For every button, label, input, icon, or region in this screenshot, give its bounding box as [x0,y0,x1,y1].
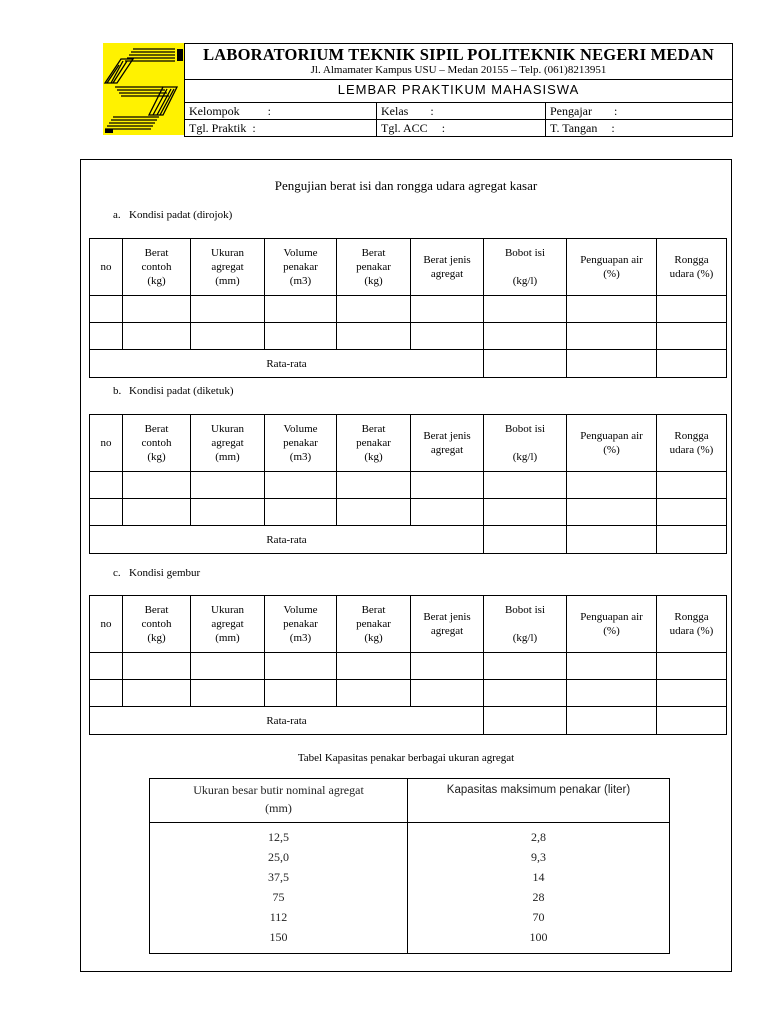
column-header-berat_jenis [411,415,484,472]
column-header-line: Berat jenis [423,430,471,442]
data-cell[interactable] [657,680,727,707]
field-tanda-tangan [546,120,733,137]
column-header-ukuran_agregat [191,596,265,653]
data-cell[interactable] [123,296,191,323]
data-cell[interactable] [337,653,411,680]
data-cell[interactable] [484,499,567,526]
capacity-value-cell: 28 [408,887,670,907]
column-header-line: Volume [283,423,318,435]
capacity-row [150,867,670,887]
lab-title: LABORATORIUM TEKNIK SIPIL POLITEKNIK NEGERI MEDAN [203,45,714,64]
capacity-value-cell: 14 [408,867,670,887]
column-header-line: penakar [356,261,391,273]
data-cell[interactable] [484,296,567,323]
column-header-line: Bobot isi [504,423,546,435]
column-header-line: Ukuran [211,423,244,435]
data-cell[interactable] [484,323,567,350]
column-header-line: Berat jenis [423,254,471,266]
field-colon: : [430,104,434,118]
table-row [90,472,727,499]
data-table-b [89,414,727,554]
data-cell[interactable] [567,323,657,350]
data-cell[interactable] [411,296,484,323]
data-table-c [89,595,727,735]
data-cell[interactable] [123,472,191,499]
column-header-line: agregat [211,261,244,273]
capacity-size-cell: 25,0 [150,847,408,867]
column-header-line: agregat [430,268,464,280]
column-header-berat_contoh [123,415,191,472]
column-header-line: (m3) [289,632,312,644]
data-cell[interactable] [567,653,657,680]
data-cell[interactable] [567,472,657,499]
column-header-line: penakar [283,618,318,630]
field-tgl-acc [377,120,546,137]
header-title-cell [185,44,733,103]
column-header-line: Berat jenis [423,611,471,623]
column-header-line: penakar [283,261,318,273]
data-cell[interactable] [90,680,123,707]
data-cell[interactable] [657,653,727,680]
field-label: Kelas [381,104,409,118]
table-row [90,323,727,350]
field-kelas [377,103,546,120]
capacity-size-cell: 37,5 [150,867,408,887]
column-header-berat_contoh [123,596,191,653]
data-cell[interactable] [265,296,337,323]
capacity-value-cell: 100 [408,927,670,954]
data-cell[interactable] [191,323,265,350]
column-header-line: udara (%) [669,444,714,456]
data-cell[interactable] [484,472,567,499]
field-label: Pengajar [550,104,592,118]
column-header-berat_penakar [337,415,411,472]
data-cell[interactable] [123,680,191,707]
column-header-line: Ukuran [211,247,244,259]
column-header-no: no [90,596,123,653]
field-colon: : [613,104,618,118]
data-cell[interactable] [123,499,191,526]
field-tgl-praktik [185,120,377,137]
column-header-penguapan_air [567,239,657,296]
average-label: Rata-rata [90,526,484,554]
data-cell[interactable] [265,323,337,350]
column-header-line: Berat [144,247,169,259]
column-header-penguapan_air [567,415,657,472]
worksheet-frame [80,159,732,972]
table-row [90,296,727,323]
column-header-line: (%) [603,268,620,280]
column-header-line: (kg) [147,275,166,287]
column-header-line: udara (%) [669,625,714,637]
capacity-header-capacity: Kapasitas maksimum penakar (liter) [408,779,670,823]
capacity-row [150,847,670,867]
section-label-b [113,385,233,397]
capacity-header-size [150,779,408,823]
field-colon: : [267,104,272,118]
column-header-bobot_isi [484,596,567,653]
column-header-line: Volume [283,247,318,259]
field-kelompok [185,103,377,120]
column-header-line: (kg/l) [512,275,538,287]
capacity-size-cell: 12,5 [150,823,408,848]
data-cell[interactable] [484,653,567,680]
data-cell[interactable] [265,499,337,526]
column-header-volume_penakar [265,239,337,296]
data-cell[interactable] [337,323,411,350]
data-cell[interactable] [657,499,727,526]
data-cell[interactable] [265,653,337,680]
table-row [90,499,727,526]
average-row [90,707,727,735]
column-header-line: Berat [361,604,386,616]
field-colon: : [611,121,615,135]
average-label: Rata-rata [90,707,484,735]
column-header-line: (kg) [147,632,166,644]
column-header-line: (%) [603,625,620,637]
data-cell[interactable] [567,680,657,707]
capacity-size-cell: 75 [150,887,408,907]
capacity-header-size-line1: Ukuran besar butir nominal agregat [193,783,364,797]
column-header-line: Berat [144,604,169,616]
column-header-line: (%) [603,444,620,456]
column-header-line: agregat [430,625,464,637]
average-label: Rata-rata [90,350,484,378]
average-cell-bobot-isi[interactable] [484,526,567,554]
data-cell[interactable] [337,680,411,707]
column-header-line: Rongga [674,254,709,266]
data-cell[interactable] [411,499,484,526]
data-cell[interactable] [567,499,657,526]
section-letter: c. [113,567,121,579]
column-header-berat_penakar [337,596,411,653]
column-header-line: (mm) [215,451,240,463]
average-cell-penguapan[interactable] [567,707,657,735]
field-label: T. Tangan [550,121,598,135]
data-cell[interactable] [657,323,727,350]
header-table [184,43,733,137]
data-cell[interactable] [657,472,727,499]
column-header-line: (mm) [215,275,240,287]
average-cell-penguapan[interactable] [567,350,657,378]
column-header-line: Volume [283,604,318,616]
column-header-berat_jenis [411,239,484,296]
column-header-line: (m3) [289,275,312,287]
column-header-berat_contoh [123,239,191,296]
table-row [90,653,727,680]
column-header-line: Bobot isi [504,247,546,259]
column-header-berat_penakar [337,239,411,296]
data-cell[interactable] [191,296,265,323]
data-cell[interactable] [191,680,265,707]
column-header-line: contoh [141,261,172,273]
average-cell-bobot-isi[interactable] [484,707,567,735]
field-colon: : [252,121,256,135]
column-header-line: Bobot isi [504,604,546,616]
field-label: Tgl. ACC [381,121,428,135]
data-cell[interactable] [90,499,123,526]
column-header-ukuran_agregat [191,415,265,472]
column-header-line: Penguapan air [580,254,643,266]
data-cell[interactable] [337,499,411,526]
column-header-line: (kg) [364,451,383,463]
data-cell[interactable] [411,323,484,350]
section-label-a [113,209,232,221]
column-header-bobot_isi [484,415,567,472]
average-cell-rongga[interactable] [657,526,727,554]
data-cell[interactable] [411,653,484,680]
column-header-line: agregat [211,618,244,630]
average-row [90,526,727,554]
column-header-rongga_udara [657,415,727,472]
capacity-table-title: Tabel Kapasitas penakar berbagai ukuran agregat [297,752,515,764]
lab-address: Jl. Almamater Kampus USU – Medan 20155 – Telp. (061)8213951 [310,64,607,76]
column-header-bobot_isi [484,239,567,296]
column-header-line: Berat [361,423,386,435]
section-label-c [113,567,200,579]
capacity-value-cell: 70 [408,907,670,927]
section-letter: b. [113,385,122,397]
average-cell-rongga[interactable] [657,350,727,378]
data-cell[interactable] [191,653,265,680]
field-colon: : [441,121,446,135]
column-header-line: (m3) [289,451,312,463]
data-cell[interactable] [484,680,567,707]
data-cell[interactable] [90,296,123,323]
capacity-value-cell: 2,8 [408,823,670,848]
capacity-row [150,907,670,927]
data-cell[interactable] [567,296,657,323]
data-cell[interactable] [657,296,727,323]
data-cell[interactable] [191,499,265,526]
column-header-line: (kg) [147,451,166,463]
section-text: Kondisi padat (diketuk) [129,385,234,397]
column-header-ukuran_agregat [191,239,265,296]
average-cell-penguapan[interactable] [567,526,657,554]
column-header-line: (mm) [215,632,240,644]
data-table-a [89,238,727,378]
capacity-row [150,927,670,954]
data-cell[interactable] [337,296,411,323]
document-title: Pengujian berat isi dan rongga udara agregat kasar [274,178,538,193]
section-text: Kondisi padat (dirojok) [129,209,233,221]
column-header-line: Rongga [674,611,709,623]
column-header-no: no [90,239,123,296]
data-cell[interactable] [411,680,484,707]
capacity-size-cell: 112 [150,907,408,927]
lab-logo [103,43,185,135]
field-label: Tgl. Praktik [189,121,247,135]
table-row [90,680,727,707]
column-header-line: agregat [430,444,464,456]
column-header-line: agregat [211,437,244,449]
column-header-line: (kg) [364,632,383,644]
section-text: Kondisi gembur [129,567,201,579]
data-cell[interactable] [265,472,337,499]
capacity-row [150,887,670,907]
column-header-line: Rongga [674,430,709,442]
capacity-header-size-line2: (mm) [265,801,292,815]
capacity-row [150,823,670,848]
column-header-line: penakar [356,618,391,630]
column-header-line: penakar [283,437,318,449]
column-header-no: no [90,415,123,472]
column-header-line: Penguapan air [580,611,643,623]
column-header-line: contoh [141,437,172,449]
field-label: Kelompok [189,104,240,118]
column-header-penguapan_air [567,596,657,653]
field-pengajar [546,103,733,120]
data-cell[interactable] [123,323,191,350]
data-cell[interactable] [191,472,265,499]
column-header-rongga_udara [657,596,727,653]
data-cell[interactable] [90,653,123,680]
section-letter: a. [113,209,121,221]
data-cell[interactable] [411,472,484,499]
data-cell[interactable] [90,472,123,499]
column-header-line: (kg/l) [512,451,538,463]
average-cell-rongga[interactable] [657,707,727,735]
column-header-line: udara (%) [669,268,714,280]
column-header-line: (kg) [364,275,383,287]
column-header-line: Berat [361,247,386,259]
average-row [90,350,727,378]
column-header-line: Ukuran [211,604,244,616]
average-cell-bobot-isi[interactable] [484,350,567,378]
data-cell[interactable] [90,323,123,350]
column-header-volume_penakar [265,415,337,472]
column-header-line: contoh [141,618,172,630]
column-header-line: (kg/l) [512,632,538,644]
capacity-value-cell: 9,3 [408,847,670,867]
capacity-size-cell: 150 [150,927,408,954]
column-header-berat_jenis [411,596,484,653]
column-header-line: Berat [144,423,169,435]
data-cell[interactable] [265,680,337,707]
data-cell[interactable] [123,653,191,680]
column-header-rongga_udara [657,239,727,296]
column-header-volume_penakar [265,596,337,653]
sheet-title: LEMBAR PRAKTIKUM MAHASISWA [185,79,732,100]
column-header-line: Penguapan air [580,430,643,442]
capacity-table [149,778,670,954]
column-header-line: penakar [356,437,391,449]
data-cell[interactable] [337,472,411,499]
